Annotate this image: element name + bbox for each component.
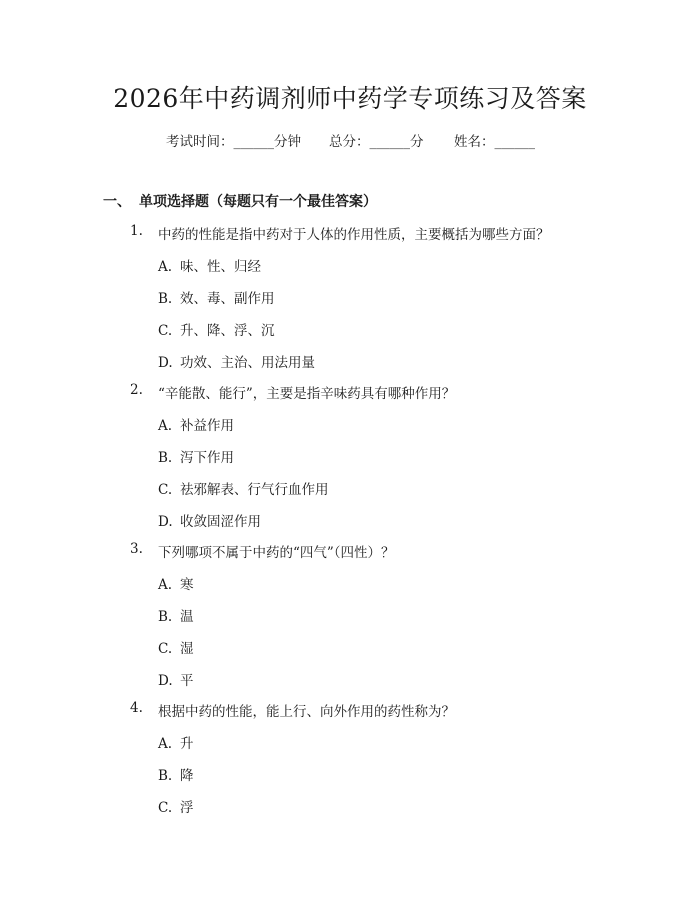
exam-time-field: 考试时间：______分钟 [166, 134, 301, 150]
option-letter: A. [158, 577, 173, 593]
answer-option [158, 764, 194, 784]
total-score-field: 总分：______分 [329, 134, 424, 150]
question-text: 根据中药的性能，能上行、向外作用的药性称为？ [158, 704, 455, 720]
option-text: 平 [180, 673, 194, 689]
option-letter: C. [158, 482, 173, 498]
answer-option [158, 573, 194, 593]
question-text: “辛能散、能行”，主要是指辛味药具有哪种作用？ [158, 386, 456, 402]
option-letter: B. [158, 609, 173, 625]
exam-meta [0, 130, 700, 152]
option-letter: D. [158, 673, 173, 689]
answer-option [158, 637, 194, 657]
option-text: 浮 [180, 800, 194, 816]
option-text: 温 [180, 609, 194, 625]
question-number: 4. [130, 700, 143, 716]
option-letter: A. [158, 418, 173, 434]
section-heading [103, 191, 377, 211]
option-letter: D. [158, 514, 173, 530]
question-text: 中药的性能是指中药对于人体的作用性质，主要概括为哪些方面？ [158, 227, 550, 243]
answer-option [158, 255, 261, 275]
answer-option [158, 351, 315, 371]
option-text: 升 [180, 736, 194, 752]
student-name-field: 姓名：______ [454, 134, 535, 150]
answer-option [158, 796, 194, 816]
section-number: 一、 [103, 194, 131, 210]
option-letter: C. [158, 323, 173, 339]
option-letter: B. [158, 768, 173, 784]
option-text: 效、毒、副作用 [180, 291, 275, 307]
option-letter: D. [158, 355, 173, 371]
answer-option [158, 510, 261, 530]
option-text: 祛邪解表、行气行血作用 [180, 482, 329, 498]
question-number: 3. [130, 541, 143, 557]
option-text: 升、降、浮、沉 [180, 323, 275, 339]
answer-option [158, 319, 275, 339]
answer-option [158, 287, 275, 307]
option-letter: C. [158, 800, 173, 816]
option-text: 补益作用 [180, 418, 234, 434]
section-title: 单项选择题（每题只有一个最佳答案） [139, 194, 377, 210]
option-text: 降 [180, 768, 194, 784]
question-number: 2. [130, 382, 143, 398]
answer-option [158, 732, 194, 752]
option-letter: B. [158, 450, 173, 466]
option-text: 泻下作用 [180, 450, 234, 466]
question-number: 1. [130, 223, 143, 239]
answer-option [158, 605, 194, 625]
option-letter: A. [158, 259, 173, 275]
option-text: 寒 [180, 577, 194, 593]
document-title: 2026年中药调剂师中药学专项练习及答案 [113, 84, 587, 113]
answer-option [158, 669, 194, 689]
option-letter: A. [158, 736, 173, 752]
answer-option [158, 446, 234, 466]
option-letter: C. [158, 641, 173, 657]
option-text: 味、性、归经 [180, 259, 261, 275]
answer-option [158, 478, 329, 498]
option-text: 收敛固涩作用 [180, 514, 261, 530]
option-text: 湿 [180, 641, 194, 657]
answer-option [158, 414, 234, 434]
option-text: 功效、主治、用法用量 [180, 355, 315, 371]
option-letter: B. [158, 291, 173, 307]
question-text: 下列哪项不属于中药的“四气”（四性）？ [158, 545, 395, 561]
